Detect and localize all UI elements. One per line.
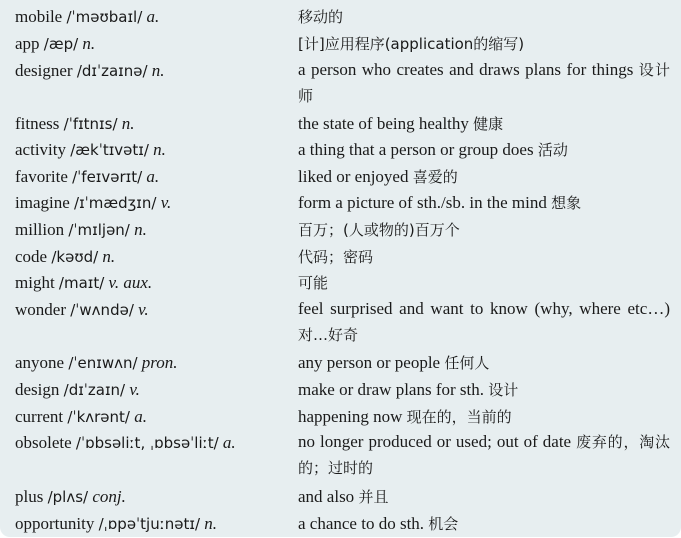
english-definition: no longer produced or used; out of date (298, 432, 572, 451)
vocab-entry (15, 483, 126, 511)
pronunciation: /ˈmɪljən/ (68, 221, 130, 239)
part-of-speech: pron. (141, 353, 178, 372)
definition (298, 296, 670, 348)
vocab-entry (15, 163, 159, 191)
part-of-speech: a. (146, 7, 160, 26)
vocab-row (0, 429, 681, 477)
english-definition: liked or enjoyed (298, 167, 409, 186)
vocab-row (0, 30, 681, 57)
english-definition: form a picture of sth./sb. in the mind (298, 193, 547, 212)
pronunciation: /ˌɒpəˈtjuːnətɪ/ (98, 515, 201, 533)
english-definition: happening now (298, 407, 403, 426)
headword: obsolete (15, 433, 72, 452)
english-definition: a thing that a person or group does (298, 140, 534, 159)
vocab-row (0, 269, 681, 296)
definition (298, 403, 670, 431)
vocab-row (0, 296, 681, 344)
pronunciation: /ˈenɪwʌn/ (68, 354, 138, 372)
chinese-meaning: 移动的 (298, 8, 344, 26)
definition (298, 429, 670, 481)
vocab-entry (15, 110, 135, 138)
part-of-speech: conj. (92, 487, 126, 506)
vocab-row (0, 483, 681, 510)
vocab-entry (15, 269, 152, 297)
definition (298, 3, 670, 31)
pronunciation: /ɪˈmædʒɪn/ (74, 194, 157, 212)
english-definition: feel surprised and want to know (why, where etc…) (298, 299, 670, 318)
chinese-meaning: 机会 (428, 515, 459, 533)
definition (298, 243, 670, 271)
definition (298, 349, 670, 377)
vocab-entry (15, 510, 217, 538)
headword: wonder (15, 300, 66, 319)
chinese-meaning: 设计师 (298, 61, 670, 105)
part-of-speech: n. (121, 114, 135, 133)
headword: code (15, 247, 48, 266)
chinese-meaning: 设计 (488, 381, 519, 399)
chinese-meaning: 可能 (298, 274, 329, 292)
chinese-meaning: 健康 (473, 115, 504, 133)
part-of-speech: n. (102, 247, 116, 266)
part-of-speech: n. (204, 514, 218, 533)
headword: app (15, 34, 40, 53)
chinese-meaning: 想象 (551, 194, 582, 212)
headword: plus (15, 487, 44, 506)
headword: might (15, 273, 55, 292)
vocab-entry (15, 349, 178, 377)
chinese-meaning: 任何人 (444, 354, 490, 372)
headword: opportunity (15, 514, 95, 533)
headword: design (15, 380, 60, 399)
chinese-meaning: 废弃的，淘汰的；过时的 (298, 433, 670, 477)
vocab-entry (15, 189, 171, 217)
vocab-row (0, 403, 681, 430)
pronunciation: /maɪt/ (58, 274, 105, 292)
part-of-speech: n. (153, 140, 166, 159)
vocab-row (0, 243, 681, 270)
english-definition: and also (298, 487, 355, 506)
headword: designer (15, 61, 73, 80)
chinese-meaning: 并且 (358, 488, 389, 506)
english-definition: a person who creates and draws plans for things (298, 60, 634, 79)
definition (298, 110, 670, 138)
pronunciation: /ˈfeɪvərɪt/ (72, 168, 143, 186)
vocab-row (0, 216, 681, 243)
pronunciation: /ˈkʌrənt/ (67, 408, 130, 426)
part-of-speech: a. (146, 167, 160, 186)
headword: mobile (15, 7, 63, 26)
headword: activity (15, 140, 66, 159)
chinese-meaning: 代码；密码 (298, 248, 374, 266)
vocab-entry (15, 429, 236, 457)
headword: anyone (15, 353, 65, 372)
vocab-row (0, 349, 681, 376)
english-definition: make or draw plans for sth. (298, 380, 485, 399)
pronunciation: /æp/ (43, 35, 79, 53)
part-of-speech: v. (160, 193, 172, 212)
vocab-row (0, 3, 681, 30)
definition (298, 376, 670, 404)
definition (298, 216, 670, 244)
pronunciation: /plʌs/ (47, 488, 89, 506)
pronunciation: /ˈfɪtnɪs/ (63, 115, 118, 133)
headword: fitness (15, 114, 60, 133)
vocab-row (0, 136, 681, 163)
vocab-entry (15, 30, 95, 58)
headword: favorite (15, 167, 68, 186)
pronunciation: /ˈɒbsəliːt, ˌɒbsəˈliːt/ (75, 434, 219, 452)
part-of-speech: a. (134, 407, 147, 426)
definition (298, 136, 670, 164)
headword: current (15, 407, 64, 426)
vocab-row (0, 376, 681, 403)
headword: imagine (15, 193, 70, 212)
chinese-meaning: 百万；(人或物的)百万个 (298, 221, 460, 239)
vocab-entry (15, 243, 115, 271)
part-of-speech: n. (82, 34, 96, 53)
definition (298, 189, 670, 217)
chinese-meaning: 活动 (537, 141, 568, 159)
vocab-entry (15, 403, 147, 431)
vocab-entry (15, 136, 166, 164)
part-of-speech: v. (129, 380, 140, 399)
part-of-speech: v. (138, 300, 149, 319)
english-definition: the state of being healthy (298, 114, 469, 133)
vocab-entry (15, 216, 147, 244)
vocab-row (0, 110, 681, 137)
vocab-row (0, 510, 681, 537)
definition (298, 57, 670, 109)
vocab-entry (15, 376, 140, 404)
definition (298, 163, 670, 191)
definition (298, 30, 670, 58)
headword: million (15, 220, 65, 239)
english-definition: a chance to do sth. (298, 514, 425, 533)
vocab-entry (15, 3, 159, 31)
vocab-entry (15, 57, 165, 85)
definition (298, 510, 670, 538)
vocab-row (0, 163, 681, 190)
vocab-row (0, 57, 681, 105)
definition (298, 483, 670, 511)
pronunciation: /ækˈtɪvətɪ/ (70, 141, 149, 159)
pronunciation: /dɪˈzaɪnə/ (76, 62, 148, 80)
pronunciation: /ˈwʌndə/ (70, 301, 134, 319)
part-of-speech: n. (134, 220, 147, 239)
chinese-meaning: 对…好奇 (298, 326, 359, 344)
part-of-speech: a. (222, 433, 236, 452)
english-definition: any person or people (298, 353, 441, 372)
vocab-row (0, 189, 681, 216)
chinese-meaning: [计]应用程序(application的缩写) (298, 35, 525, 53)
vocab-entry (15, 296, 149, 324)
chinese-meaning: 现在的，当前的 (406, 408, 512, 426)
pronunciation: /kəʊd/ (51, 248, 99, 266)
chinese-meaning: 喜爱的 (412, 168, 458, 186)
definition (298, 269, 670, 297)
pronunciation: /ˈməʊbaɪl/ (66, 8, 143, 26)
part-of-speech: n. (151, 61, 165, 80)
pronunciation: /dɪˈzaɪn/ (63, 381, 126, 399)
part-of-speech: v. aux. (108, 273, 153, 292)
